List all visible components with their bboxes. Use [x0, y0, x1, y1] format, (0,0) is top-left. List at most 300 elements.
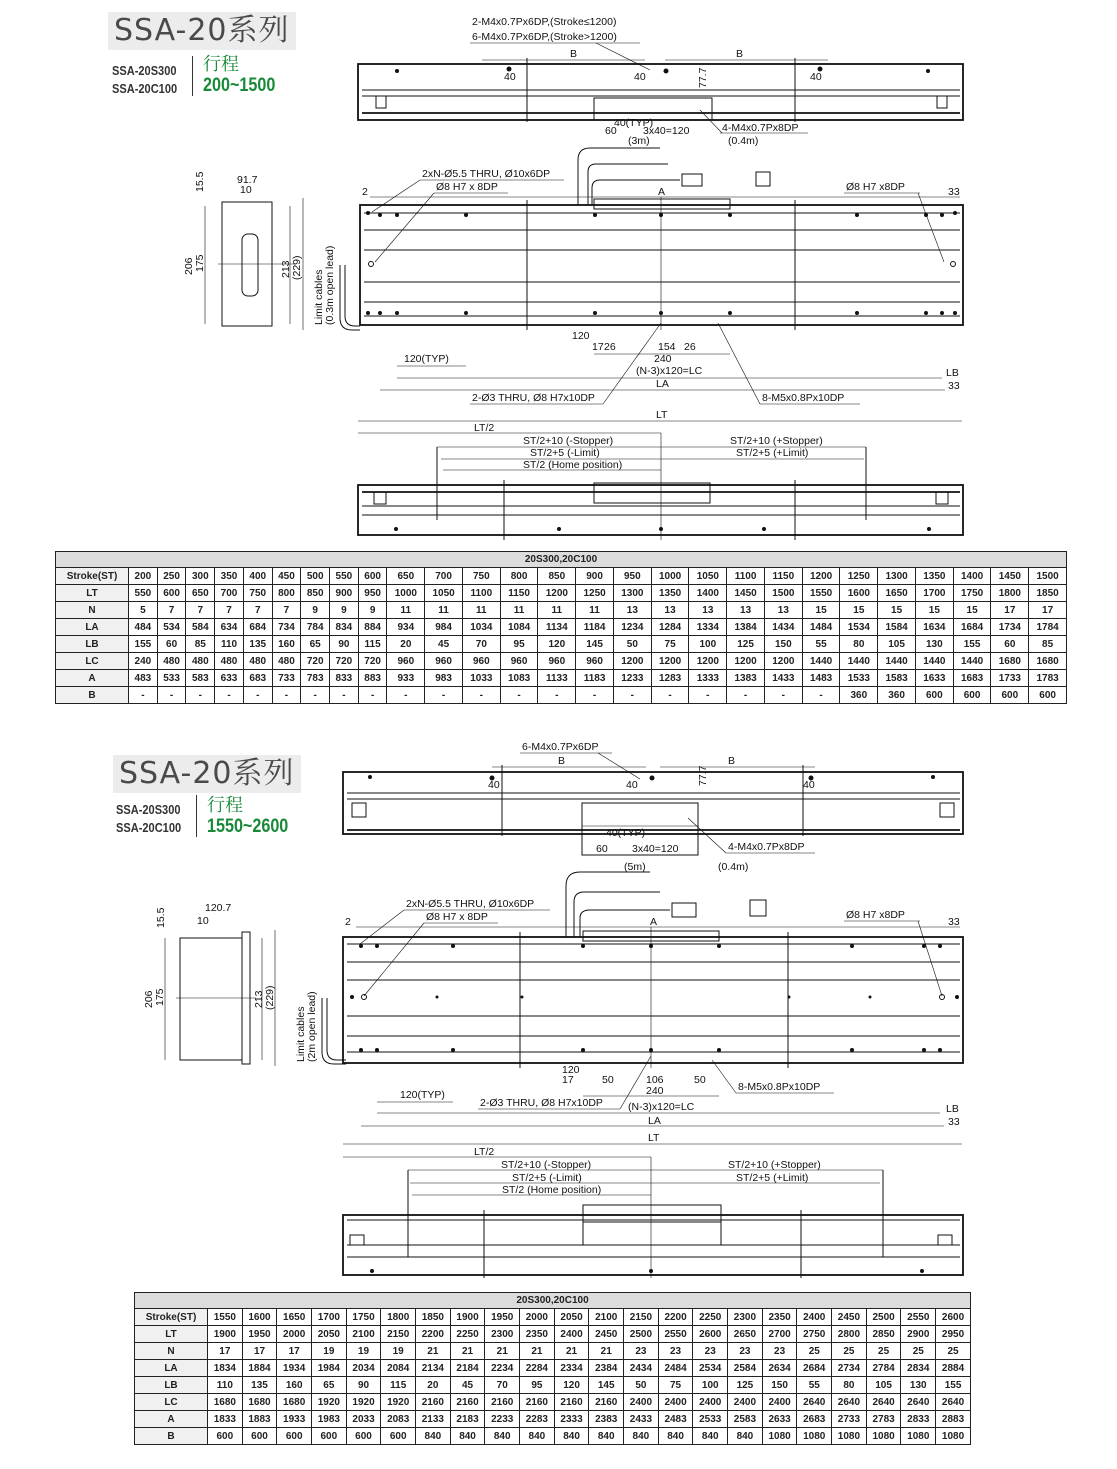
table-cell: 840 — [416, 1428, 451, 1445]
table-cell: 584 — [186, 619, 215, 636]
dim-lb: LB — [946, 367, 959, 379]
table-cell: 1884 — [242, 1360, 277, 1377]
table-cell: 2483 — [658, 1411, 693, 1428]
table-cell: 1950 — [242, 1326, 277, 1343]
table-cell: 2400 — [554, 1326, 589, 1343]
table-cell: 13 — [689, 602, 727, 619]
table-cell: 933 — [387, 670, 425, 687]
table-cell: 840 — [728, 1428, 763, 1445]
table-row — [135, 1428, 971, 1445]
table-cell: 600 — [277, 1428, 312, 1445]
dim-106: 106 — [646, 1074, 664, 1086]
table-cell: 1183 — [576, 670, 614, 687]
table-cell: - — [500, 687, 538, 704]
table-cell: 983 — [425, 670, 463, 687]
model-name: SSA-20C100 — [112, 81, 178, 96]
table-cell: 21 — [589, 1343, 624, 1360]
table-cell: 2640 — [797, 1394, 832, 1411]
table-cell: 120 — [554, 1377, 589, 1394]
table-cell: 2450 — [832, 1309, 867, 1326]
dim-40-typ: 40(TYP) — [614, 117, 654, 129]
table-cell: 2133 — [416, 1411, 451, 1428]
table-cell: 1333 — [689, 670, 727, 687]
dim-lt-half: LT/2 — [474, 422, 495, 434]
table-cell: 1440 — [840, 653, 878, 670]
dim-213: 213 — [280, 260, 292, 278]
table-cell: 1500 — [1029, 568, 1067, 585]
table-cell: 9 — [330, 602, 359, 619]
table-cell: 2500 — [866, 1309, 901, 1326]
table-cell: 2350 — [520, 1326, 555, 1343]
table-cell: 11 — [462, 602, 500, 619]
table-cell: 7 — [157, 602, 186, 619]
dim-120-typ: 120(TYP) — [400, 1089, 445, 1101]
dim-la: LA — [656, 378, 669, 390]
row-header: LT — [135, 1326, 208, 1343]
table-cell: 1680 — [991, 653, 1029, 670]
table-cell: 950 — [613, 568, 651, 585]
dim-33-bottom: 33 — [948, 380, 960, 392]
table-cell: 2000 — [277, 1326, 312, 1343]
table-cell: 600 — [953, 687, 991, 704]
table-cell: 2134 — [416, 1360, 451, 1377]
dim-17: 17 — [562, 1074, 574, 1086]
table-cell: 23 — [728, 1343, 763, 1360]
table-cell: 350 — [215, 568, 244, 585]
table-cell: 1800 — [991, 585, 1029, 602]
table-cell: - — [764, 687, 802, 704]
table-cell: 1550 — [802, 585, 840, 602]
table-cell: 850 — [301, 585, 330, 602]
table-cell: 25 — [936, 1343, 971, 1360]
table-cell: 155 — [936, 1377, 971, 1394]
table-cell: - — [215, 687, 244, 704]
note-dowel-right: Ø8 H7 x8DP — [846, 181, 905, 193]
table-caption: 20S300,20C100 — [135, 1293, 971, 1309]
table-cell: 2550 — [901, 1309, 936, 1326]
dim-120-typ: 120(TYP) — [404, 353, 449, 365]
table-cell: 200 — [129, 568, 158, 585]
table-cell: 2640 — [866, 1394, 901, 1411]
table-cell: 1684 — [953, 619, 991, 636]
table-cell: 1680 — [208, 1394, 243, 1411]
table-cell: 15 — [878, 602, 916, 619]
dim-206: 206 — [143, 990, 155, 1008]
table-cell: 145 — [576, 636, 614, 653]
table-cell: 850 — [538, 568, 576, 585]
table-cell: 1634 — [915, 619, 953, 636]
table-cell: 2684 — [797, 1360, 832, 1377]
table-cell: 1234 — [613, 619, 651, 636]
table-cell: 2650 — [728, 1326, 763, 1343]
row-header: N — [56, 602, 129, 619]
table-cell: 960 — [387, 653, 425, 670]
dim-10: 10 — [240, 184, 252, 196]
table-cell: 2160 — [554, 1394, 589, 1411]
table-cell: - — [129, 687, 158, 704]
dim-a: A — [658, 186, 666, 198]
table-cell: 750 — [462, 568, 500, 585]
table-cell: 21 — [554, 1343, 589, 1360]
table-cell: 900 — [330, 585, 359, 602]
table-cell: 25 — [797, 1343, 832, 1360]
table-cell: 1600 — [242, 1309, 277, 1326]
table-cell: 80 — [832, 1377, 867, 1394]
table-cell: 900 — [576, 568, 614, 585]
table-row — [135, 1343, 971, 1360]
table-cell: 2200 — [416, 1326, 451, 1343]
table-cell: 55 — [797, 1377, 832, 1394]
table-cell: 1283 — [651, 670, 689, 687]
table-cell: 683 — [243, 670, 272, 687]
table-cell: 50 — [624, 1377, 659, 1394]
table-cell: 17 — [1029, 602, 1067, 619]
dim-neg-stopper: ST/2+10 (-Stopper) — [501, 1159, 592, 1171]
spec-table-2 — [134, 1292, 971, 1445]
table-cell: 1133 — [538, 670, 576, 687]
table-cell: 1080 — [797, 1428, 832, 1445]
table-cell: 1150 — [764, 568, 802, 585]
table-cell: 13 — [764, 602, 802, 619]
table-cell: 25 — [901, 1343, 936, 1360]
dim-b-left: B — [558, 755, 566, 767]
table-cell: 11 — [425, 602, 463, 619]
dim-neg-limit: ST/2+5 (-Limit) — [530, 447, 600, 459]
table-cell: 1250 — [576, 585, 614, 602]
table-cell: 65 — [312, 1377, 347, 1394]
dim-pos-stopper: ST/2+10 (+Stopper) — [728, 1159, 821, 1171]
dim-cable-0-4m: (0.4m) — [728, 135, 759, 147]
table-cell: 55 — [802, 636, 840, 653]
table-cell: - — [186, 687, 215, 704]
table-cell: 1550 — [208, 1309, 243, 1326]
table-cell: 533 — [157, 670, 186, 687]
table-cell: 1733 — [991, 670, 1029, 687]
table-cell: 883 — [358, 670, 387, 687]
table-cell: 1650 — [277, 1309, 312, 1326]
table-cell: 2434 — [624, 1360, 659, 1377]
dim-b-right: B — [728, 755, 736, 767]
note-3mm-thru: 2-Ø3 THRU, Ø8 H7x10DP — [472, 392, 595, 404]
table-cell: 17 — [991, 602, 1029, 619]
dim-120: 120 — [562, 1064, 580, 1076]
table-cell: 15 — [953, 602, 991, 619]
dim-15-5: 15.5 — [194, 171, 206, 192]
table-cell: 600 — [915, 687, 953, 704]
series-title: SSA-20系列 — [113, 755, 301, 793]
table-cell: 2600 — [693, 1326, 728, 1343]
model-name: SSA-20S300 — [112, 63, 177, 78]
dim-175: 175 — [194, 254, 206, 272]
table-cell: 15 — [840, 602, 878, 619]
table-cell: 2150 — [624, 1309, 659, 1326]
table-cell: 1533 — [840, 670, 878, 687]
table-cell: 840 — [485, 1428, 520, 1445]
table-cell: 105 — [878, 636, 916, 653]
dim-15-5: 15.5 — [155, 907, 167, 928]
table-cell: 480 — [157, 653, 186, 670]
table-cell: 19 — [346, 1343, 381, 1360]
table-cell: 1700 — [915, 585, 953, 602]
table-cell: 1080 — [866, 1428, 901, 1445]
dim-cable-0-4m: (0.4m) — [718, 861, 749, 873]
table-cell: - — [157, 687, 186, 704]
table-cell: 1750 — [953, 585, 991, 602]
table-cell: 600 — [381, 1428, 416, 1445]
table-cell: 17 — [242, 1343, 277, 1360]
table-cell: 2100 — [589, 1309, 624, 1326]
table-cell: 45 — [450, 1377, 485, 1394]
dim-a: A — [650, 916, 658, 928]
cable-note-2: (2m open lead) — [306, 991, 318, 1062]
table-cell: 2400 — [693, 1394, 728, 1411]
table-cell: 7 — [215, 602, 244, 619]
table-cell: 480 — [272, 653, 301, 670]
table-cell: 2500 — [624, 1326, 659, 1343]
dim-206: 206 — [183, 257, 195, 275]
table-cell: 75 — [651, 636, 689, 653]
table-cell: 1783 — [1029, 670, 1067, 687]
table-cell: 783 — [301, 670, 330, 687]
table-cell: 1434 — [764, 619, 802, 636]
table-cell: 1300 — [613, 585, 651, 602]
table-cell: 1920 — [346, 1394, 381, 1411]
table-cell: 2800 — [832, 1326, 867, 1343]
table-cell: 2160 — [450, 1394, 485, 1411]
table-cell: 120 — [538, 636, 576, 653]
dim-17: 17 — [592, 341, 604, 353]
table-cell: 1920 — [312, 1394, 347, 1411]
table-cell: 1850 — [416, 1309, 451, 1326]
table-cell: 484 — [129, 619, 158, 636]
table-cell: - — [243, 687, 272, 704]
table-cell: 1500 — [764, 585, 802, 602]
dim-lc: (N-3)x120=LC — [636, 365, 703, 377]
table-cell: 23 — [762, 1343, 797, 1360]
table-cell: 1284 — [651, 619, 689, 636]
table-cell: 23 — [624, 1343, 659, 1360]
table-cell: 23 — [658, 1343, 693, 1360]
table-cell: 11 — [576, 602, 614, 619]
table-cell: 2083 — [381, 1411, 416, 1428]
table-cell: 600 — [157, 585, 186, 602]
dim-154: 154 — [658, 341, 676, 353]
table-row — [135, 1411, 971, 1428]
table-cell: 2883 — [936, 1411, 971, 1428]
table-cell: 550 — [129, 585, 158, 602]
table-cell: 15 — [802, 602, 840, 619]
table-cell: 2200 — [658, 1309, 693, 1326]
table-cell: - — [358, 687, 387, 704]
table-cell: 1383 — [727, 670, 765, 687]
table-cell: 960 — [425, 653, 463, 670]
table-cell: 2640 — [832, 1394, 867, 1411]
table-cell: 1950 — [485, 1309, 520, 1326]
table-cell: - — [538, 687, 576, 704]
table-cell: 2433 — [624, 1411, 659, 1428]
table-cell: 2400 — [658, 1394, 693, 1411]
note-dowel-8dp: Ø8 H7 x 8DP — [426, 911, 488, 923]
table-cell: 1300 — [878, 568, 916, 585]
dim-50-left: 50 — [602, 1074, 614, 1086]
table-cell: 25 — [866, 1343, 901, 1360]
dim-240: 240 — [646, 1085, 664, 1097]
table-cell: 2100 — [346, 1326, 381, 1343]
table-cell: 155 — [953, 636, 991, 653]
dim-cable-3m: (3m) — [628, 135, 650, 147]
row-header: LT — [56, 585, 129, 602]
table-cell: 2734 — [832, 1360, 867, 1377]
table-cell: 1650 — [878, 585, 916, 602]
table-cell: 1983 — [312, 1411, 347, 1428]
table-cell: 2634 — [762, 1360, 797, 1377]
stroke-range: 1550~2600 — [207, 816, 289, 837]
table-cell: 840 — [693, 1428, 728, 1445]
table-cell: 634 — [215, 619, 244, 636]
table-cell: 480 — [215, 653, 244, 670]
table-cell: 17 — [277, 1343, 312, 1360]
table-cell: 733 — [272, 670, 301, 687]
table-cell: 1050 — [689, 568, 727, 585]
table-cell: 2160 — [520, 1394, 555, 1411]
table-caption: 20S300,20C100 — [56, 552, 1067, 568]
dim-60: 60 — [605, 125, 617, 137]
table-cell: 480 — [186, 653, 215, 670]
table-cell: 1033 — [462, 670, 500, 687]
table-cell: 480 — [243, 653, 272, 670]
table-cell: 21 — [416, 1343, 451, 1360]
table-cell: 115 — [358, 636, 387, 653]
table-cell: 1200 — [613, 653, 651, 670]
dim-b-left: B — [570, 48, 578, 60]
table-cell: 1233 — [613, 670, 651, 687]
table-cell: 1433 — [764, 670, 802, 687]
row-header: A — [135, 1411, 208, 1428]
table-cell: 95 — [520, 1377, 555, 1394]
table-cell: - — [802, 687, 840, 704]
table-cell: 583 — [186, 670, 215, 687]
dim-3x40: 3x40=120 — [632, 843, 679, 855]
table-cell: 7 — [272, 602, 301, 619]
table-cell: 2640 — [901, 1394, 936, 1411]
table-cell: - — [613, 687, 651, 704]
dim-lb: LB — [946, 1103, 959, 1115]
table-cell: - — [387, 687, 425, 704]
table-cell: 360 — [878, 687, 916, 704]
table-cell: 1600 — [840, 585, 878, 602]
table-cell: 1034 — [462, 619, 500, 636]
table-cell: 130 — [915, 636, 953, 653]
table-cell: 1200 — [764, 653, 802, 670]
dim-home: ST/2 (Home position) — [523, 459, 623, 471]
table-cell: 1800 — [381, 1309, 416, 1326]
table-cell: 720 — [301, 653, 330, 670]
table-cell: 800 — [272, 585, 301, 602]
note-m5: 8-M5x0.8Px10DP — [738, 1081, 821, 1093]
table-cell: 600 — [358, 568, 387, 585]
table-cell: 1934 — [277, 1360, 312, 1377]
cable-note-1: Limit cables — [295, 1006, 307, 1062]
row-header: LA — [56, 619, 129, 636]
dim-pos-stopper: ST/2+10 (+Stopper) — [730, 435, 823, 447]
cable-note-2: (0.3m open lead) — [324, 245, 336, 325]
table-cell: 1900 — [208, 1326, 243, 1343]
dim-40-left: 40 — [504, 71, 516, 83]
dim-40-mid: 40 — [634, 71, 646, 83]
table-cell: 1100 — [727, 568, 765, 585]
table-cell: 2300 — [728, 1309, 763, 1326]
table-cell: 145 — [589, 1377, 624, 1394]
table-cell: 250 — [157, 568, 186, 585]
table-cell: 1200 — [802, 568, 840, 585]
table-cell: 960 — [462, 653, 500, 670]
dim-240: 240 — [654, 353, 672, 365]
table-cell: 50 — [613, 636, 651, 653]
dim-lt: LT — [648, 1132, 660, 1144]
dim-2: 2 — [345, 916, 351, 928]
table-cell: 21 — [485, 1343, 520, 1360]
row-header: LB — [135, 1377, 208, 1394]
table-cell: 2250 — [450, 1326, 485, 1343]
table-cell: 135 — [243, 636, 272, 653]
model-name: SSA-20S300 — [116, 802, 181, 817]
row-header: Stroke(ST) — [135, 1309, 208, 1326]
dim-40-typ: 40(TYP) — [606, 827, 646, 839]
table-cell: 100 — [693, 1377, 728, 1394]
row-header: N — [135, 1343, 208, 1360]
table-cell: 1350 — [915, 568, 953, 585]
table-cell: 9 — [358, 602, 387, 619]
table-cell: 600 — [312, 1428, 347, 1445]
table-cell: 2334 — [554, 1360, 589, 1377]
table-cell: 1850 — [1029, 585, 1067, 602]
table-cell: 2950 — [936, 1326, 971, 1343]
row-header: Stroke(ST) — [56, 568, 129, 585]
dim-77-7: 77.7 — [697, 765, 709, 786]
table-cell: 840 — [624, 1428, 659, 1445]
table-cell: 2033 — [346, 1411, 381, 1428]
dim-40-left: 40 — [488, 779, 500, 791]
table-cell: 23 — [693, 1343, 728, 1360]
table-cell: 834 — [330, 619, 359, 636]
table-cell: 1440 — [953, 653, 991, 670]
table-cell: 13 — [727, 602, 765, 619]
table-cell: 1250 — [840, 568, 878, 585]
table-cell: 2383 — [589, 1411, 624, 1428]
dim-cable-5m: (5m) — [624, 861, 646, 873]
table-cell: 1484 — [802, 619, 840, 636]
table-cell: 1450 — [991, 568, 1029, 585]
table-cell: 2400 — [728, 1394, 763, 1411]
table-cell: 1734 — [991, 619, 1029, 636]
dim-120-7: 120.7 — [205, 902, 232, 914]
stroke-label: 行程 — [207, 795, 243, 816]
table-cell: 5 — [129, 602, 158, 619]
table-cell: 85 — [1029, 636, 1067, 653]
note-thru-holes: 2xN-Ø5.5 THRU, Ø10x6DP — [406, 898, 535, 910]
table-cell: 300 — [186, 568, 215, 585]
table-cell: 2700 — [762, 1326, 797, 1343]
table-cell: 2034 — [346, 1360, 381, 1377]
dim-91-7: 91.7 — [237, 174, 258, 186]
table-cell: 960 — [538, 653, 576, 670]
table-cell: 13 — [651, 602, 689, 619]
table-cell: 2550 — [658, 1326, 693, 1343]
table-cell: 1000 — [387, 585, 425, 602]
table-cell: 2484 — [658, 1360, 693, 1377]
table-cell: 960 — [576, 653, 614, 670]
note-dowel-right: Ø8 H7 x8DP — [846, 909, 905, 921]
